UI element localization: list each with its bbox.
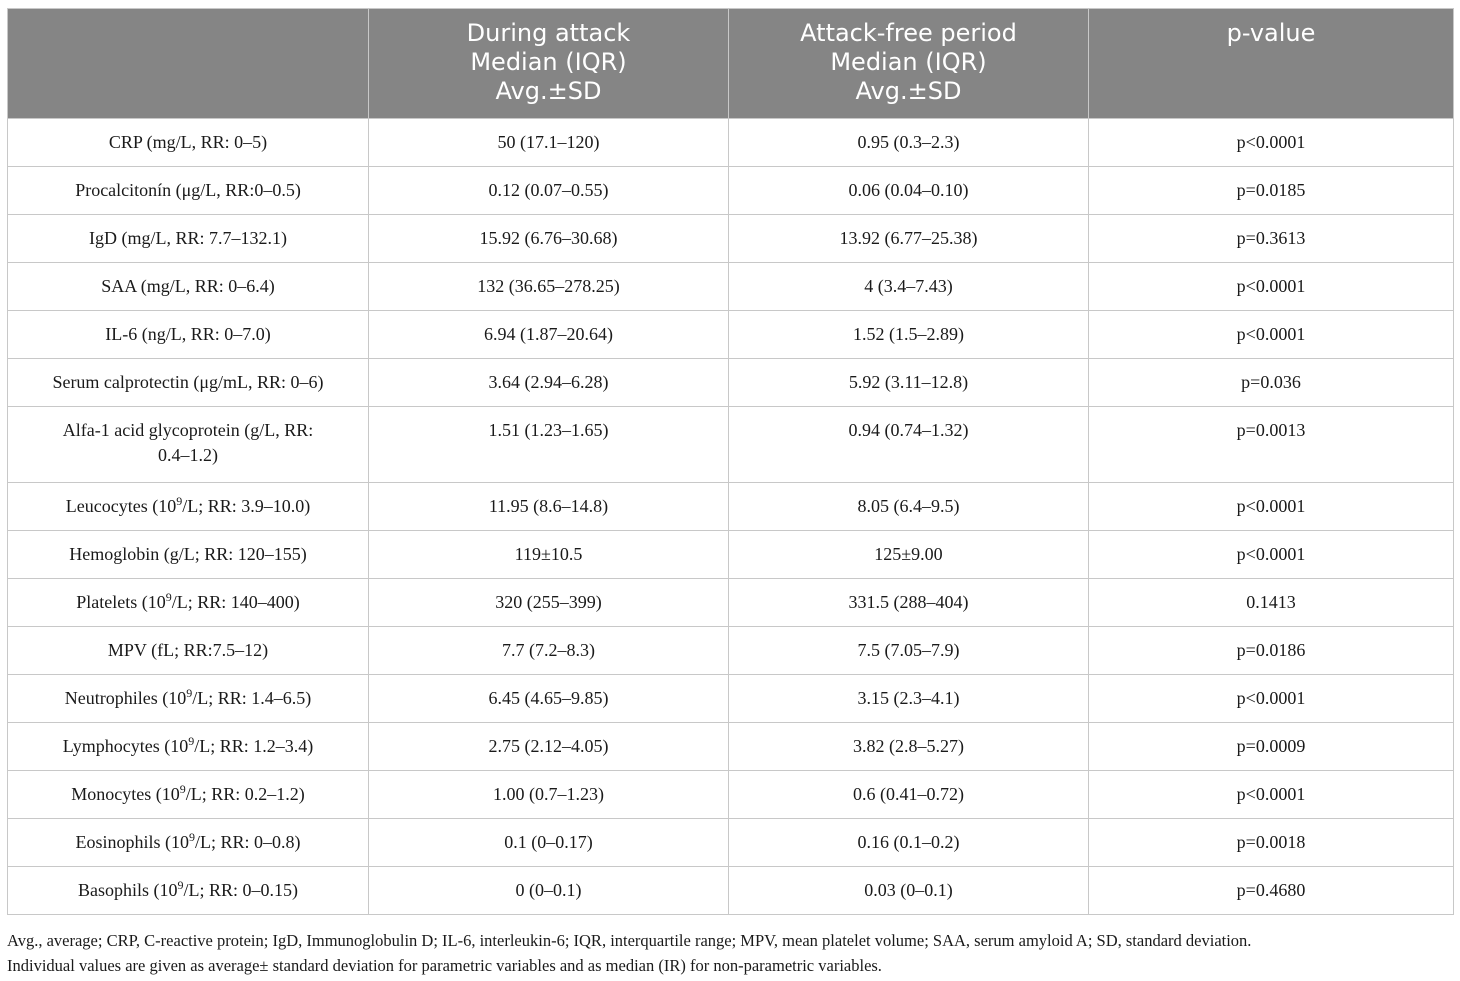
cell-parameter: [8, 675, 369, 723]
cell-p-value: p<0.0001: [1089, 483, 1454, 531]
cell-p-value: 0.1413: [1089, 579, 1454, 627]
cell-attack-free: 8.05 (6.4–9.5): [729, 483, 1089, 531]
table-footnote: [7, 928, 1457, 978]
cell-p-value: p=0.3613: [1089, 215, 1454, 263]
cell-parameter: [8, 723, 369, 771]
cell-during-attack: 1.51 (1.23–1.65): [369, 407, 729, 483]
table-row: [8, 119, 1454, 167]
table-row: [8, 675, 1454, 723]
header-attack-free: [729, 9, 1089, 119]
cell-parameter: [8, 483, 369, 531]
param-superscript: 9: [176, 494, 183, 508]
cell-parameter: Hemoglobin (g/L; RR: 120–155): [8, 531, 369, 579]
param-unit: /L; RR: 0.2–1.2): [185, 784, 305, 804]
cell-attack-free: 4 (3.4–7.43): [729, 263, 1089, 311]
cell-parameter: [8, 771, 369, 819]
cell-p-value: p<0.0001: [1089, 531, 1454, 579]
results-table-container: [7, 8, 1453, 915]
param-text: Monocytes (10: [71, 784, 180, 804]
footnote-abbreviations: Avg., average; CRP, C-reactive protein; IgD, Immunoglobulin D; IL-6, interleukin-6; IQR, interquartile range; MPV, mean platelet volume; SAA, serum amyloid A; SD, standard deviation.: [7, 931, 1252, 950]
param-superscript: 9: [188, 734, 195, 748]
cell-parameter: SAA (mg/L, RR: 0–6.4): [8, 263, 369, 311]
cell-during-attack: 7.7 (7.2–8.3): [369, 627, 729, 675]
table-row: [8, 627, 1454, 675]
cell-p-value: p=0.4680: [1089, 867, 1454, 915]
param-text: Neutrophiles (10: [64, 688, 187, 708]
header-attack-free-line1: Attack-free period: [800, 19, 1017, 47]
cell-attack-free: 0.94 (0.74–1.32): [729, 407, 1089, 483]
header-during-attack: [369, 9, 729, 119]
param-superscript: 9: [177, 878, 184, 892]
cell-parameter: [8, 407, 369, 483]
header-during-attack-line3: Avg.±SD: [495, 77, 602, 105]
cell-parameter: IL-6 (ng/L, RR: 0–7.0): [8, 311, 369, 359]
table-row: [8, 407, 1454, 483]
cell-p-value: p=0.0013: [1089, 407, 1454, 483]
results-table: [7, 8, 1454, 915]
cell-p-value: p<0.0001: [1089, 771, 1454, 819]
cell-attack-free: 0.16 (0.1–0.2): [729, 819, 1089, 867]
cell-attack-free: 13.92 (6.77–25.38): [729, 215, 1089, 263]
cell-during-attack: 11.95 (8.6–14.8): [369, 483, 729, 531]
cell-during-attack: 1.00 (0.7–1.23): [369, 771, 729, 819]
param-superscript: 9: [189, 830, 195, 844]
cell-during-attack: 6.45 (4.65–9.85): [369, 675, 729, 723]
cell-attack-free: 3.82 (2.8–5.27): [729, 723, 1089, 771]
table-row: [8, 867, 1454, 915]
cell-during-attack: 50 (17.1–120): [369, 119, 729, 167]
cell-during-attack: 320 (255–399): [369, 579, 729, 627]
cell-parameter-line1: Alfa-1 acid glycoprotein (g/L, RR:: [62, 420, 314, 440]
param-unit: /L; RR: 1.2–3.4): [194, 736, 314, 756]
cell-attack-free: 125±9.00: [729, 531, 1089, 579]
cell-p-value: p=0.0185: [1089, 167, 1454, 215]
cell-during-attack: 119±10.5: [369, 531, 729, 579]
param-text: Basophils (10: [77, 880, 178, 900]
table-row: [8, 167, 1454, 215]
header-during-attack-line1: During attack: [466, 19, 631, 47]
param-unit: /L; RR: 140–400): [171, 592, 300, 612]
cell-attack-free: 3.15 (2.3–4.1): [729, 675, 1089, 723]
cell-p-value: p<0.0001: [1089, 675, 1454, 723]
cell-during-attack: 0 (0–0.1): [369, 867, 729, 915]
cell-attack-free: 331.5 (288–404): [729, 579, 1089, 627]
param-superscript: 9: [186, 686, 193, 700]
param-superscript: 9: [179, 782, 186, 796]
cell-p-value: p=0.0009: [1089, 723, 1454, 771]
header-p-value: [1089, 9, 1454, 119]
cell-attack-free: 0.6 (0.41–0.72): [729, 771, 1089, 819]
header-attack-free-line3: Avg.±SD: [855, 77, 962, 105]
cell-parameter: [8, 579, 369, 627]
cell-during-attack: 0.1 (0–0.17): [369, 819, 729, 867]
table-row: [8, 531, 1454, 579]
cell-parameter: Procalcitonín (μg/L, RR:0–0.5): [8, 167, 369, 215]
param-unit: /L; RR: 3.9–10.0): [182, 496, 311, 516]
cell-parameter-line2: 0.4–1.2): [158, 445, 218, 465]
param-text: Eosinophils (10: [75, 832, 189, 852]
cell-parameter: CRP (mg/L, RR: 0–5): [8, 119, 369, 167]
cell-during-attack: 3.64 (2.94–6.28): [369, 359, 729, 407]
cell-parameter: Serum calprotectin (μg/mL, RR: 0–6): [8, 359, 369, 407]
cell-attack-free: 0.95 (0.3–2.3): [729, 119, 1089, 167]
table-row: [8, 359, 1454, 407]
header-row: [8, 9, 1454, 119]
cell-p-value: p<0.0001: [1089, 263, 1454, 311]
cell-p-value: p=0.036: [1089, 359, 1454, 407]
cell-during-attack: 15.92 (6.76–30.68): [369, 215, 729, 263]
header-p-value-label: p-value: [1226, 19, 1316, 47]
table-row: [8, 483, 1454, 531]
cell-p-value: p<0.0001: [1089, 119, 1454, 167]
cell-parameter: IgD (mg/L, RR: 7.7–132.1): [8, 215, 369, 263]
param-unit: /L; RR: 1.4–6.5): [192, 688, 312, 708]
header-attack-free-line2: Median (IQR): [830, 48, 987, 76]
footnote-values-note: Individual values are given as average± standard deviation for parametric variables and as median (IR) for non-parametric variables.: [7, 956, 882, 975]
param-text: Lymphocytes (10: [62, 736, 189, 756]
table-row: [8, 311, 1454, 359]
cell-parameter: MPV (fL; RR:7.5–12): [8, 627, 369, 675]
param-unit: /L; RR: 0–0.15): [183, 880, 299, 900]
cell-attack-free: 0.06 (0.04–0.10): [729, 167, 1089, 215]
cell-parameter: [8, 867, 369, 915]
cell-p-value: p=0.0018: [1089, 819, 1454, 867]
cell-p-value: p<0.0001: [1089, 311, 1454, 359]
cell-attack-free: 1.52 (1.5–2.89): [729, 311, 1089, 359]
cell-parameter: [8, 819, 369, 867]
cell-during-attack: 2.75 (2.12–4.05): [369, 723, 729, 771]
cell-during-attack: 0.12 (0.07–0.55): [369, 167, 729, 215]
table-row: [8, 723, 1454, 771]
cell-during-attack: 6.94 (1.87–20.64): [369, 311, 729, 359]
cell-attack-free: 0.03 (0–0.1): [729, 867, 1089, 915]
table-body: [8, 119, 1454, 915]
cell-during-attack: 132 (36.65–278.25): [369, 263, 729, 311]
table-row: [8, 579, 1454, 627]
table-row: [8, 263, 1454, 311]
header-parameter: [8, 9, 369, 119]
table-header: [8, 9, 1454, 119]
cell-attack-free: 7.5 (7.05–7.9): [729, 627, 1089, 675]
table-row: [8, 771, 1454, 819]
param-text: Leucocytes (10: [65, 496, 177, 516]
param-unit: /L; RR: 0–0.8): [195, 832, 301, 852]
cell-attack-free: 5.92 (3.11–12.8): [729, 359, 1089, 407]
param-text: Platelets (10: [76, 592, 166, 612]
table-row: [8, 819, 1454, 867]
cell-p-value: p=0.0186: [1089, 627, 1454, 675]
header-during-attack-line2: Median (IQR): [470, 48, 627, 76]
table-row: [8, 215, 1454, 263]
param-superscript: 9: [165, 590, 172, 604]
